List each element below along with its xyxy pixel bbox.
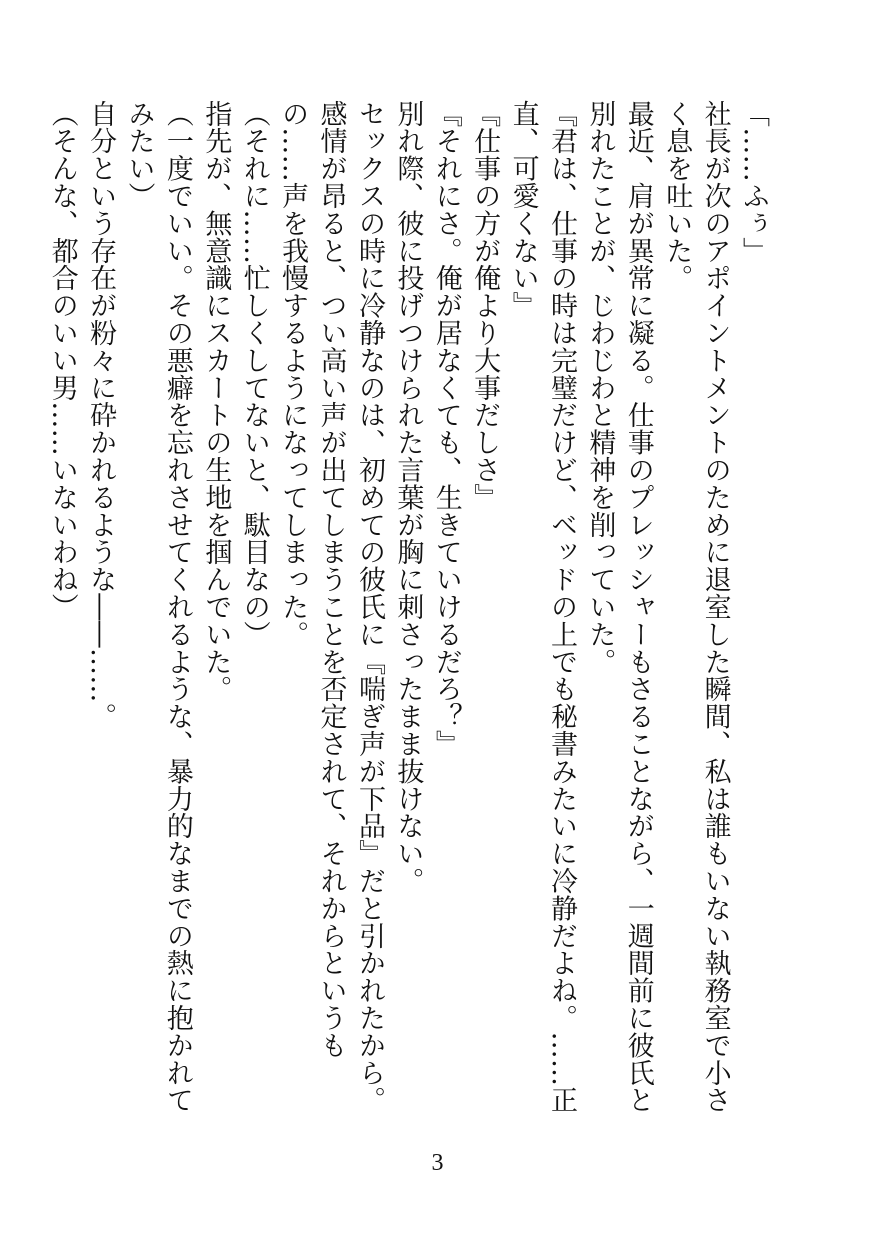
paragraph-6: 『それにさ。俺が居なくても、生きていけるだろ？』	[430, 100, 462, 758]
paragraph-9: （それに……忙しくしてないと、駄目なの）	[238, 100, 270, 648]
paragraph-12: 自分という存在が粉々に砕かれるような――……。	[85, 100, 117, 731]
paragraph-2: 社長が次のアポイントメントのために退室した瞬間、私は誰もいない執務室で小さく息を吐いた。	[661, 100, 731, 1114]
paragraph-8: セックスの時に冷静なのは、初めての彼氏に『喘ぎ声が下品』だと引かれたから。感情が昂ると、つい高い声が出てしまうことを否定されて、それからというもの……声を我慢するようになってしまった。	[277, 100, 385, 1114]
paragraph-13: （そんな、都合のいい男……いないわね）	[46, 100, 78, 621]
paragraph-1: 「……ふぅ」	[738, 100, 769, 265]
paragraph-11: （一度でいい。その悪癖を忘れさせてくれるような、暴力的なまでの熱に抱かれてみたい）	[123, 100, 193, 1114]
paragraph-10: 指先が、無意識にスカートの生地を掴んでいた。	[200, 100, 232, 703]
paragraph-5: 『仕事の方が俺より大事だしさ』	[469, 100, 501, 511]
vertical-text-body	[46, 100, 772, 1140]
page-number: 3	[431, 1150, 444, 1176]
paragraph-7: 別れ際、彼に投げつけられた言葉が胸に刺さったまま抜けない。	[392, 100, 424, 895]
paragraph-4: 『君は、仕事の時は完璧だけど、ベッドの上でも秘書みたいに冷静だよね。……正直、可愛くない』	[507, 100, 577, 1114]
paragraph-3: 最近、肩が異常に凝る。仕事のプレッシャーもさることながら、一週間前に彼氏と別れたことが、じわじわと精神を削っていた。	[584, 100, 654, 1114]
